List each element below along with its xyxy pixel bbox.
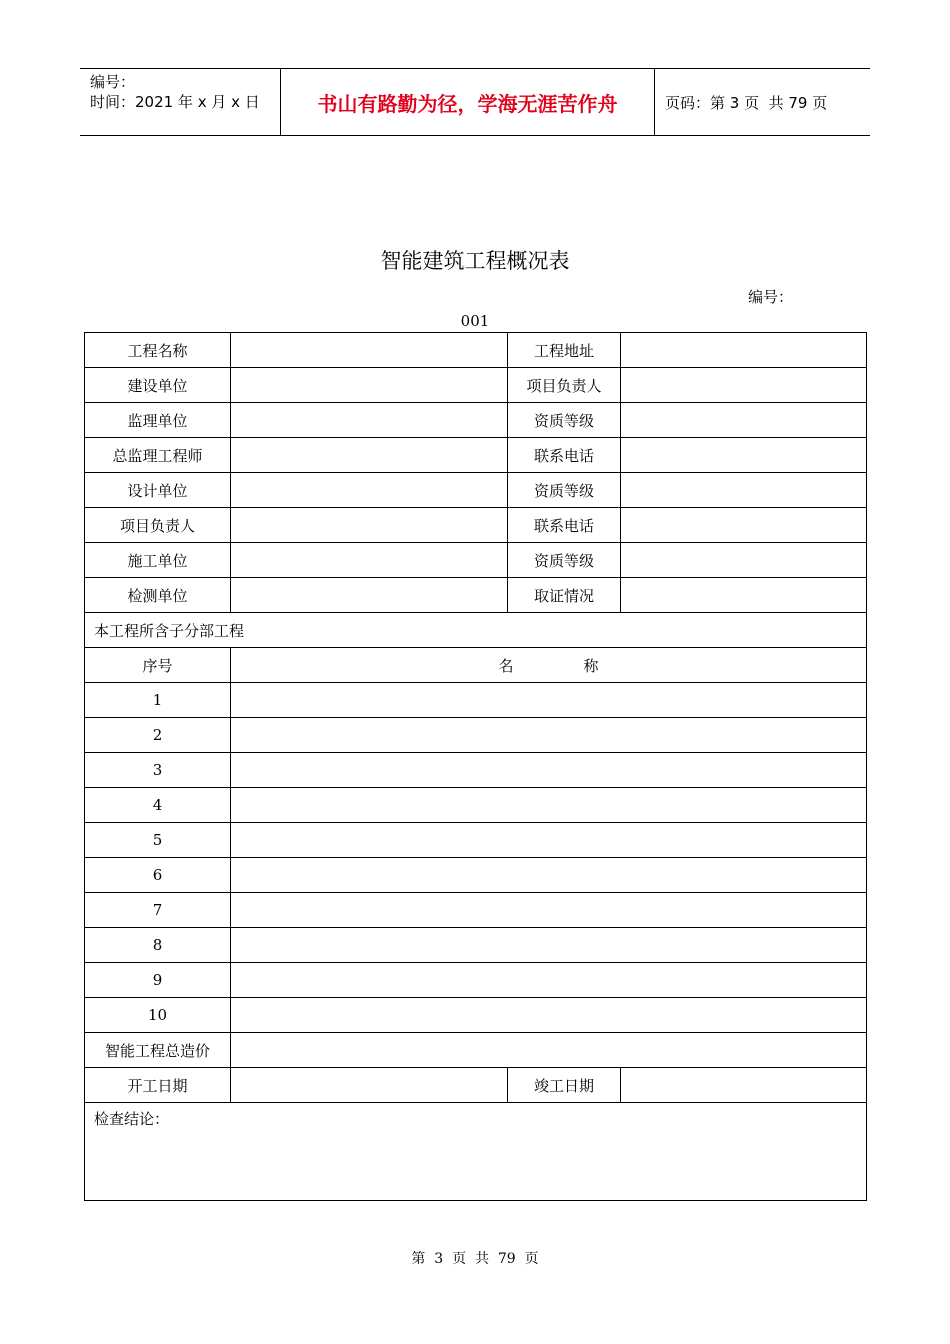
sub-project-name[interactable] [231,753,867,788]
sub-project-row [85,683,867,718]
total-cost-value[interactable] [231,1033,867,1068]
sub-project-index: 9 [85,963,231,998]
page-footer: 第 3 页 共 79 页 [411,1251,539,1267]
sub-projects-section-label: 本工程所含子分部工程 [85,613,867,648]
info-value[interactable] [621,543,867,578]
header-number-label: 编号： [90,73,136,91]
info-row [85,438,867,473]
conclusion-cell[interactable] [85,1103,867,1201]
info-label: 联系电话 [508,508,621,543]
sub-project-row [85,718,867,753]
info-label: 工程地址 [508,333,621,368]
sub-project-row [85,753,867,788]
start-date-value[interactable] [231,1068,508,1103]
sub-projects-header-row [85,613,867,648]
info-row [85,578,867,613]
sub-project-index: 4 [85,788,231,823]
document-number-label: 编号： [748,288,794,306]
col-index-header: 序号 [85,648,231,683]
info-value[interactable] [231,508,508,543]
dates-row [85,1068,867,1103]
info-label: 取证情况 [508,578,621,613]
sub-project-index: 7 [85,893,231,928]
document-number-value: 001 [460,312,490,330]
header-page-info [655,69,870,135]
info-value[interactable] [231,368,508,403]
sub-project-row [85,858,867,893]
info-label: 总监理工程师 [85,438,231,473]
info-value[interactable] [621,473,867,508]
sub-project-name[interactable] [231,928,867,963]
end-date-label: 竣工日期 [508,1068,621,1103]
info-label: 监理单位 [85,403,231,438]
info-value[interactable] [621,333,867,368]
header-page-info-text: 页码：第 3 页 共 79 页 [665,93,828,112]
info-label: 建设单位 [85,368,231,403]
sub-project-index: 2 [85,718,231,753]
conclusion-row [85,1103,867,1201]
info-row [85,543,867,578]
info-value[interactable] [231,578,508,613]
info-row [85,508,867,543]
sub-project-name[interactable] [231,858,867,893]
header-motto: 书山有路勤为径，学海无涯苦作舟 [281,69,655,135]
info-row [85,368,867,403]
info-label: 联系电话 [508,438,621,473]
sub-projects-section [85,613,867,683]
info-value[interactable] [231,333,508,368]
header-meta [80,69,281,135]
info-section [85,333,867,613]
col-name-header-text: 名称 [498,656,669,675]
sub-project-name[interactable] [231,893,867,928]
sub-project-index: 3 [85,753,231,788]
sub-project-row [85,893,867,928]
sub-project-row [85,998,867,1033]
info-value[interactable] [621,438,867,473]
info-row [85,403,867,438]
total-cost-row [85,1033,867,1068]
sub-project-row [85,963,867,998]
info-label: 施工单位 [85,543,231,578]
summary-section [85,1033,867,1201]
sub-project-index: 8 [85,928,231,963]
sub-projects-rows [85,683,867,1033]
info-label: 检测单位 [85,578,231,613]
sub-project-row [85,928,867,963]
info-row [85,333,867,368]
info-value[interactable] [621,368,867,403]
info-label: 资质等级 [508,403,621,438]
sub-project-row [85,823,867,858]
conclusion-label: 检查结论： [94,1110,170,1128]
sub-project-name[interactable] [231,718,867,753]
page-header [80,68,870,136]
sub-project-index: 1 [85,683,231,718]
info-label: 资质等级 [508,473,621,508]
sub-project-name[interactable] [231,683,867,718]
info-value[interactable] [621,508,867,543]
info-value[interactable] [231,438,508,473]
sub-project-name[interactable] [231,823,867,858]
info-label: 项目负责人 [508,368,621,403]
project-overview-table [84,332,867,1201]
sub-project-row [85,788,867,823]
info-value[interactable] [231,403,508,438]
info-label: 资质等级 [508,543,621,578]
start-date-label: 开工日期 [85,1068,231,1103]
sub-projects-column-header [85,648,867,683]
info-value[interactable] [231,473,508,508]
info-label: 项目负责人 [85,508,231,543]
info-value[interactable] [231,543,508,578]
end-date-value[interactable] [621,1068,867,1103]
sub-project-index: 6 [85,858,231,893]
sub-project-name[interactable] [231,963,867,998]
info-row [85,473,867,508]
info-value[interactable] [621,578,867,613]
sub-project-index: 10 [85,998,231,1033]
document-title: 智能建筑工程概况表 [380,249,570,273]
header-time: 时间：2021 年 x 月 x 日 [90,93,260,111]
sub-project-index: 5 [85,823,231,858]
info-label: 设计单位 [85,473,231,508]
sub-project-name[interactable] [231,788,867,823]
col-name-header [231,648,867,683]
sub-project-name[interactable] [231,998,867,1033]
info-value[interactable] [621,403,867,438]
info-label: 工程名称 [85,333,231,368]
total-cost-label: 智能工程总造价 [85,1033,231,1068]
